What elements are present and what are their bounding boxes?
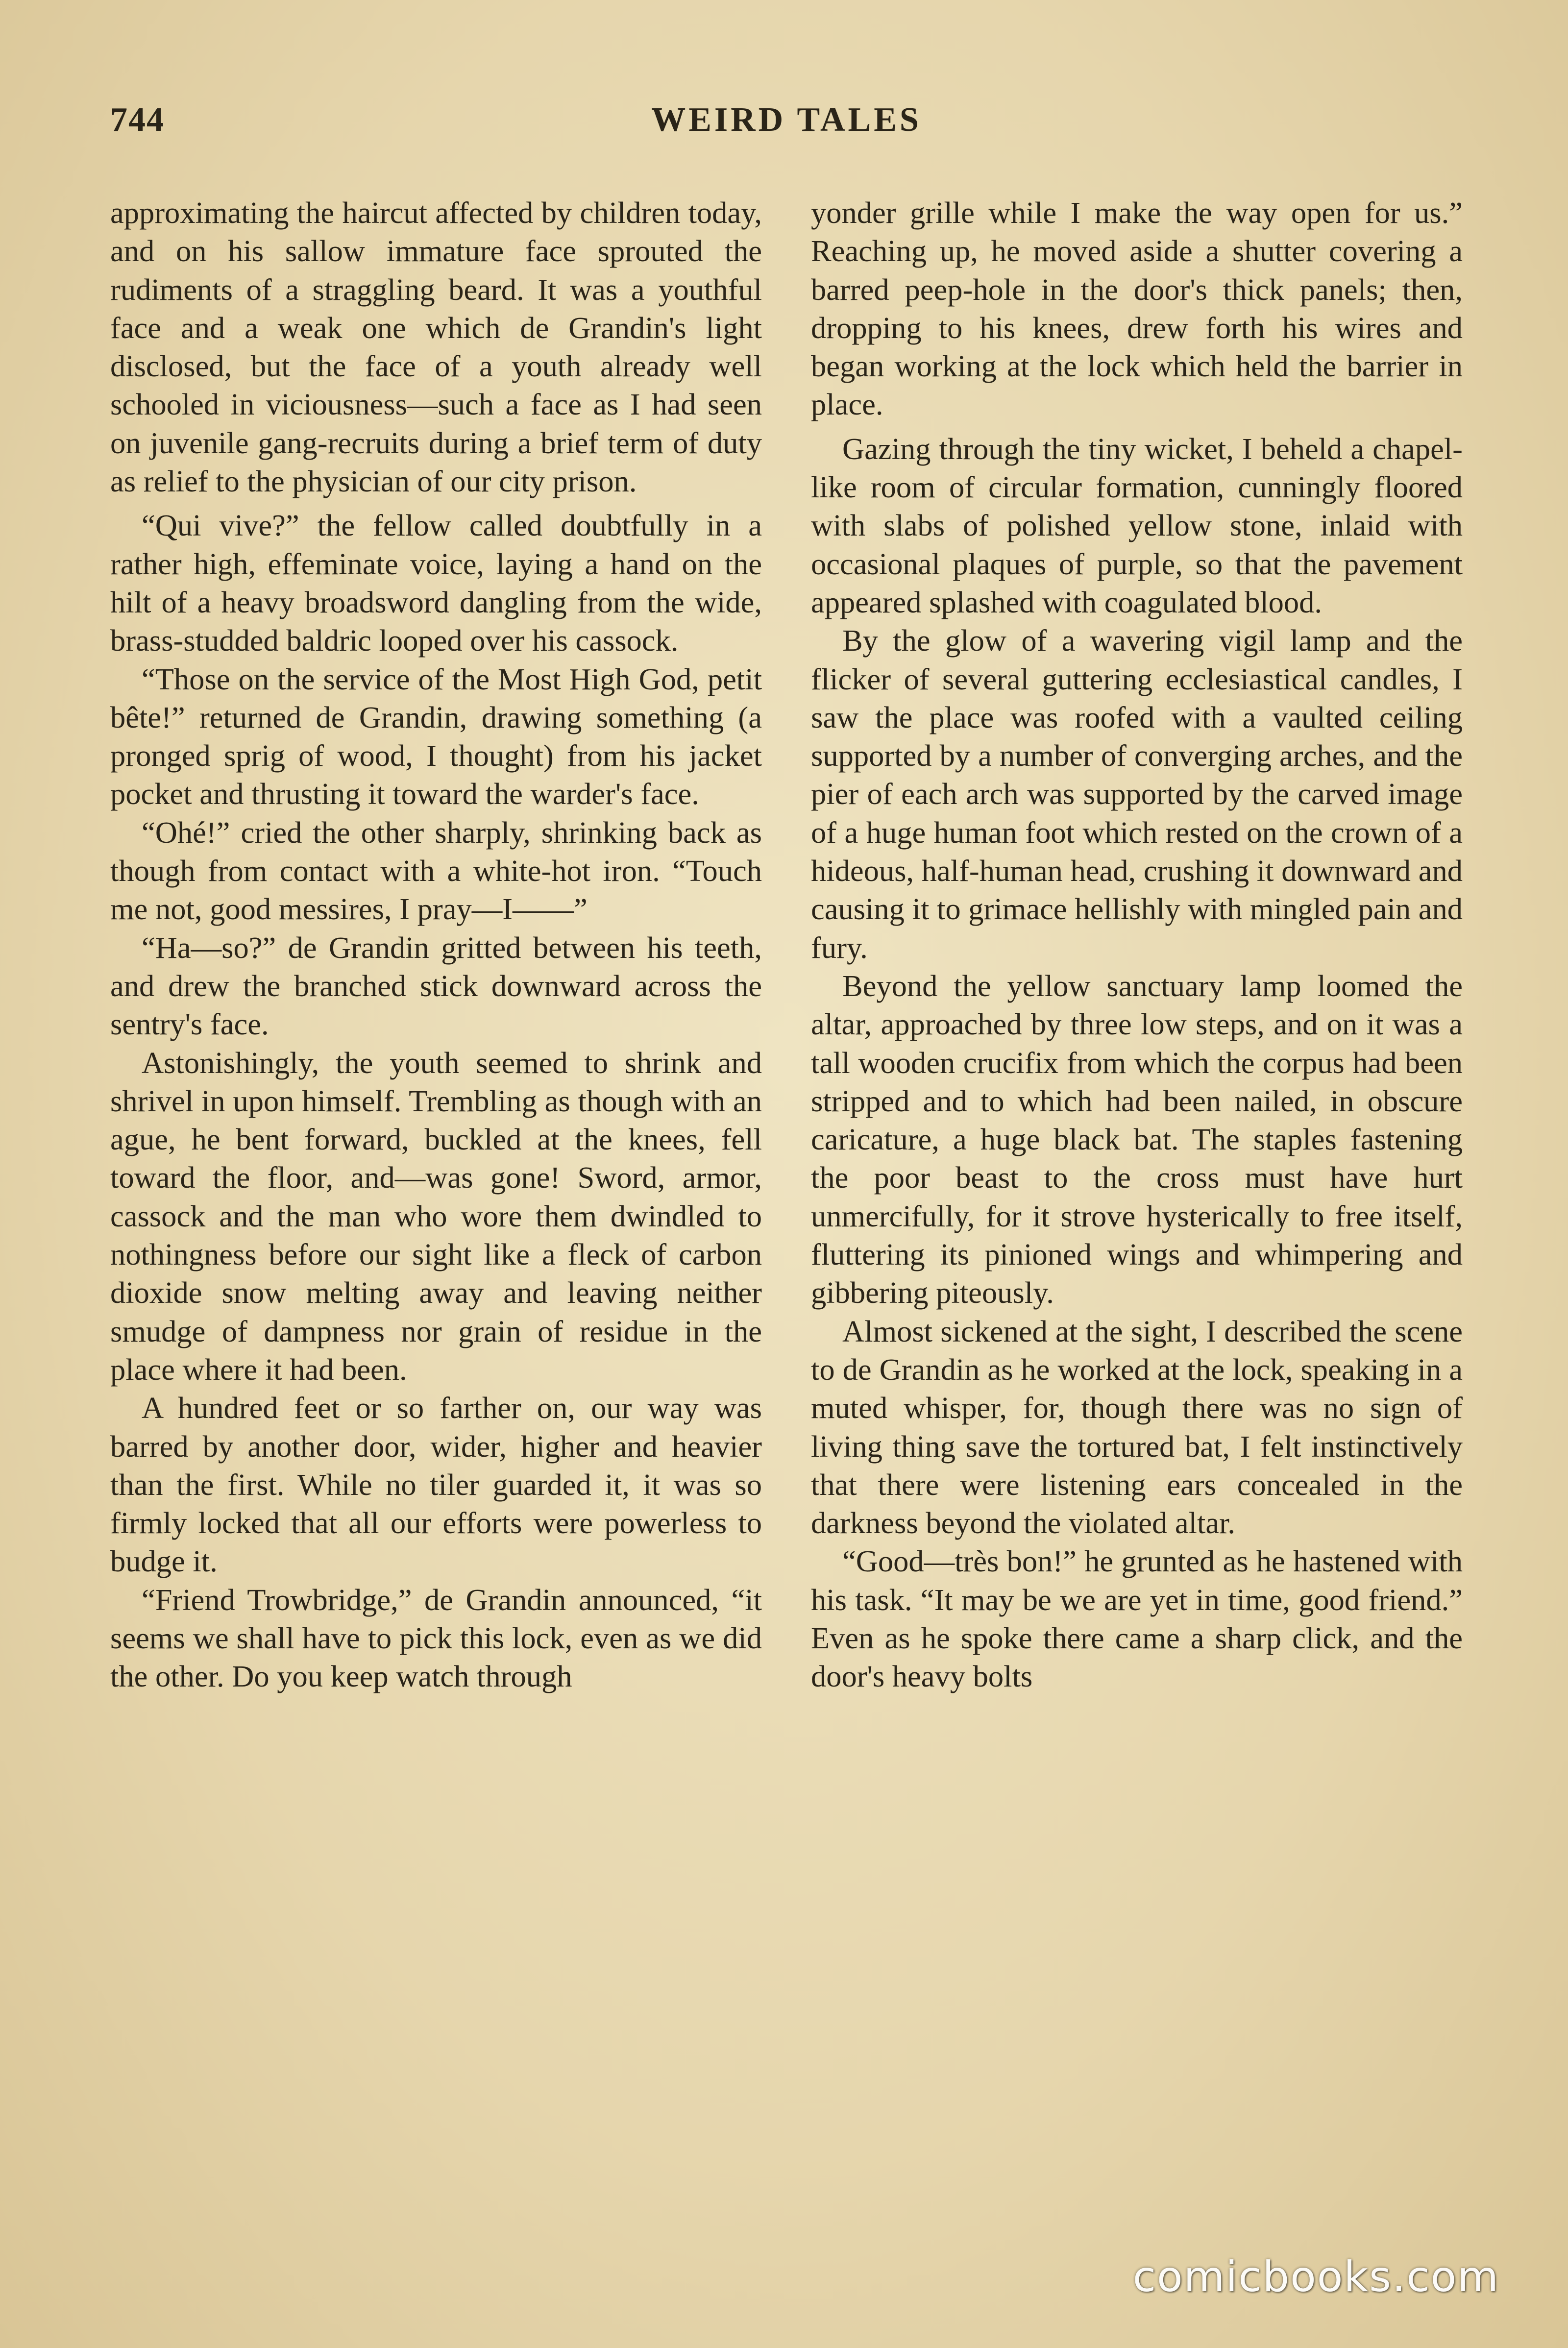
page-header — [110, 100, 1463, 154]
paragraph: “Good—très bon!” he grunted as he hastened with his task. “It may be we are yet in time, good friend.” Even as he spoke there came a sharp click, and the door's heavy bolts — [811, 1544, 1463, 1694]
right-column — [811, 194, 1463, 1696]
page-number: 744 — [110, 101, 165, 139]
paragraph: “Qui vive?” the fellow called doubtfully in a rather high, effeminate voice, laying a hand on the hilt of a heavy broadsword dangling from the wide, brass-studded baldric looped over his cassock. — [110, 508, 762, 658]
paragraph: “Friend Trowbridge,” de Grandin announced, “it seems we shall have to pick this lock, even as we did the other. Do you keep watch through — [110, 1582, 762, 1694]
paragraph: Almost sickened at the sight, I described the scene to de Grandin as he worked at the lock, speaking in a muted whisper, for, though there was no sign of living thing save the tortured bat, I felt instinctively that there were listening ears concealed in the darkness beyond the violated altar. — [811, 1314, 1463, 1541]
paragraph: Beyond the yellow sanctuary lamp loomed the altar, approached by three low steps, and on it was a tall wooden crucifix from which the corpus had been stripped and to which had been nailed, in obscure caricature, a huge black bat. The staples fastening the poor beast to the cross must have hurt unmercifully, for it strove hysterically to free itself, fluttering its pinioned wings and whimpering and gibbering piteously. — [811, 968, 1463, 1310]
left-column — [110, 194, 762, 1696]
paragraph: “Ha—so?” de Grandin gritted between his teeth, and drew the branched stick downward across the sentry's face. — [110, 930, 762, 1042]
paragraph: yonder grille while I make the way open for us.” Reaching up, he moved aside a shutter covering a barred peep-hole in the door's thick panels; then, dropping to his knees, drew forth his wires and began working at the lock which held the barrier in place. — [811, 196, 1463, 422]
paragraph: By the glow of a wavering vigil lamp and the flicker of several guttering ecclesiastical candles, I saw the place was roofed with a vaulted ceiling supported by a number of converging arches, and the pier of each arch was supported by the carved image of a huge human foot which rested on the crown of a hideous, half-human head, crushing it downward and causing it to grimace hellishly with mingled pain and fury. — [811, 623, 1463, 965]
site-watermark: comicbooks.com — [1132, 2252, 1499, 2301]
paragraph: Astonishingly, the youth seemed to shrink and shrivel in upon himself. Trembling as though with an ague, he bent forward, buckled at the knees, fell toward the floor, and—was gone! Sword, armor, cassock and the man who wore them dwindled to nothingness before our sight like a fleck of carbon dioxide snow melting away and leaving neither smudge of dampness nor grain of residue in the place where it had been. — [110, 1045, 762, 1387]
running-title: WEIRD TALES — [651, 101, 922, 139]
paragraph: approximating the haircut affected by children today, and on his sallow immature face sprouted the rudiments of a straggling beard. It was a youthful face and a weak one which de Grandin's light disclosed, but the face of a youth already well schooled in viciousness—such a face as I had seen on juvenile gang-recruits during a brief term of duty as relief to the physician of our city prison. — [110, 196, 762, 499]
paragraph: “Those on the service of the Most High God, petit bête!” returned de Grandin, drawing something (a pronged sprig of wood, I thought) from his jacket pocket and thrusting it toward the warder's face. — [110, 661, 762, 811]
paragraph: A hundred feet or so farther on, our way was barred by another door, wider, higher and heavier than the first. While no tiler guarded it, it was so firmly locked that all our efforts were powerless to budge it. — [110, 1391, 762, 1579]
paragraph: “Ohé!” cried the other sharply, shrinking back as though from contact with a white-hot iron. “Touch me not, good messires, I pray—I——” — [110, 815, 762, 927]
paragraph: Gazing through the tiny wicket, I beheld a chapel-like room of circular formation, cunningly floored with slabs of polished yellow stone, inlaid with occasional plaques of purple, so that the pavement appeared splashed with coagulated blood. — [811, 431, 1463, 619]
